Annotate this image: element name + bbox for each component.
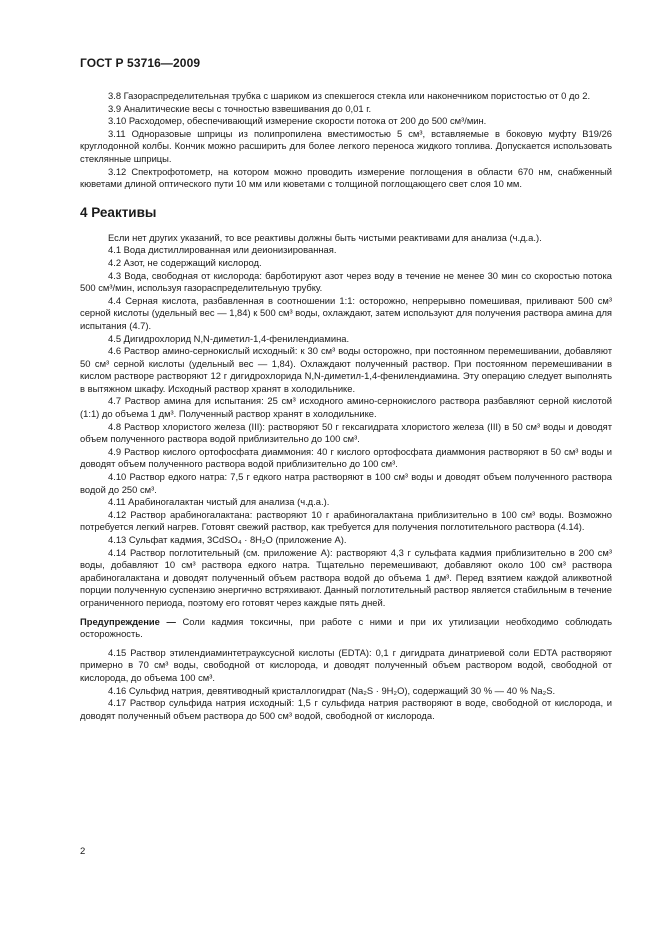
- paragraph: 4.1 Вода дистиллированная или деионизированная.: [108, 244, 337, 256]
- paragraph: 4.16 Сульфид натрия, девятиводный кристаллогидрат (Na₂S · 9H₂O), содержащий 30 % — 40 % Na₂S.: [108, 684, 556, 696]
- paragraph: 4.2 Азот, не содержащий кислород.: [108, 256, 262, 268]
- paragraph: 3.11 Одноразовые шприцы из полипропилена вместимостью 5 см³, вставляемые в боковую муфту В19/26 круглодонной колбы. Кончик можно расширить для более легкого переноса жидкого топлива. Допускается использовать стеклянные шприцы.: [80, 127, 612, 164]
- paragraph: 3.10 Расходомер, обеспечивающий измерение скорости потока от 200 до 500 см³/мин.: [108, 115, 487, 127]
- paragraph: 4.13 Сульфат кадмия, 3CdSO₄ · 8H₂O (приложение А).: [108, 534, 347, 545]
- paragraph: 4.5 Дигидрохлорид N,N-диметил-1,4-фенилендиамина.: [108, 332, 350, 344]
- paragraph: 4.14 Раствор поглотительный (см. приложение А): растворяют 4,3 г сульфата кадмия приблизительно в 200 см³ воды, добавляют 10 см³ раствора едкого натра. Тщательно перемешивают, добавляют около 100 см³ раствора арабиногалактана и доводят полученный объем раствора водой до объема 1 дм³. Перед взятием каждой аликвотной порции полученную суспензию энергично встряхивают. Данный поглотительный раствор является стабильным в течение ограниченного периода, поэтому его готовят через каждые пять дней.: [80, 546, 612, 608]
- warning-note: [80, 616, 612, 641]
- document-header: ГОСТ Р 53716—2009: [80, 56, 201, 70]
- document-page: [80, 56, 612, 722]
- section-4-list: [80, 232, 612, 610]
- page-number: 2: [80, 846, 86, 857]
- paragraph: 4.17 Раствор сульфида натрия исходный: 1,5 г сульфида натрия растворяют в воде, свободной от кислорода, и доводят полученный объем раствора до 500 см³ водой, свободной от кислорода.: [80, 697, 612, 721]
- paragraph: 4.6 Раствор амино-сернокислый исходный: к 30 см³ воды осторожно, при постоянном перемешивании, добавляют 50 см³ серной кислоты (удельный вес — 1,84). Охлаждают полученный раствор. При постоянном перемешивании в кислом растворе растворяют 12 г дигидрохлорида N,N-диметил-1,4-фенилендиамина. Эту операцию следует выполнять в вытяжном шкафу. Исходный раствор хранят в холодильнике.: [80, 345, 612, 394]
- paragraph: 3.8 Газораспределительная трубка с шариком из спекшегося стекла или наконечником пористостью от 0 до 2.: [108, 90, 591, 101]
- paragraph: 4.8 Раствор хлористого железа (III): растворяют 50 г гексагидрата хлористого железа (III) в 50 см³ воды и доводят объем полученного раствора водой приблизительно до 100 см³.: [80, 420, 612, 445]
- paragraph: 4.7 Раствор амина для испытания: 25 см³ исходного амино-сернокислого раствора разбавляют серной кислотой (1:1) до объема 1 дм³. Полученный раствор хранят в холодильнике.: [80, 395, 612, 420]
- paragraph: 4.3 Вода, свободная от кислорода: барботируют азот через воду в течение не менее 30 мин со скоростью потока 500 см³/мин, используя газораспределительную трубку.: [80, 269, 612, 294]
- section-3-list: [80, 90, 612, 191]
- warning-text: Соли кадмия токсичны, при работе с ними и при их утилизации необходимо соблюдать осторожность.: [80, 615, 612, 640]
- paragraph: 3.12 Спектрофотометр, на котором можно проводить измерение поглощения в области 670 нм, снабженный кюветами длиной оптического пути 10 мм или кюветами с толщиной поглощающего свет слоя 10 мм.: [80, 165, 612, 190]
- section-4-list-continued: [80, 647, 612, 723]
- paragraph: 4.12 Раствор арабиногалактана: растворяют 10 г арабиногалактана приблизительно в 100 см³ воды. Возможно потребуется легкий нагрев. Готовят свежий раствор, как требуется для получения поглотительного раствора (4.14).: [80, 508, 612, 533]
- paragraph: 4.4 Серная кислота, разбавленная в соотношении 1:1: осторожно, непрерывно помешивая, приливают 500 см³ серной кислоты (удельный вес — 1,84) к 500 см³ воды, охлаждают, затем используют для получения раствора амина для испытания (4.7).: [80, 294, 612, 331]
- warning-label: Предупреждение —: [80, 615, 176, 627]
- section-title: 4 Реактивы: [80, 204, 157, 220]
- paragraph: 4.9 Раствор кислого ортофосфата диаммония: 40 г кислого ортофосфата диаммония растворяют в 50 см³ воды и доводят объем полученного раствора водой приблизительно до 100 см³.: [80, 445, 612, 470]
- paragraph: 3.9 Аналитические весы с точностью взвешивания до 0,01 г.: [108, 102, 372, 114]
- paragraph: 4.11 Арабиногалактан чистый для анализа (ч.д.а.).: [108, 496, 330, 508]
- paragraph: Если нет других указаний, то все реактивы должны быть чистыми реактивами для анализа (ч.д.а.).: [108, 231, 542, 243]
- paragraph: 4.10 Раствор едкого натра: 7,5 г едкого натра растворяют в 100 см³ воды и доводят объем полученного раствора водой до 250 см³.: [80, 471, 612, 495]
- paragraph: 4.15 Раствор этилендиаминтетрауксусной кислоты (EDTA): 0,1 г дигидрата динатриевой соли EDTA растворяют примерно в 70 см³ воды, свободной от кислорода, и доводят полученный объем раствором водой, свободной от кислорода, до объема 100 см³.: [80, 646, 612, 683]
